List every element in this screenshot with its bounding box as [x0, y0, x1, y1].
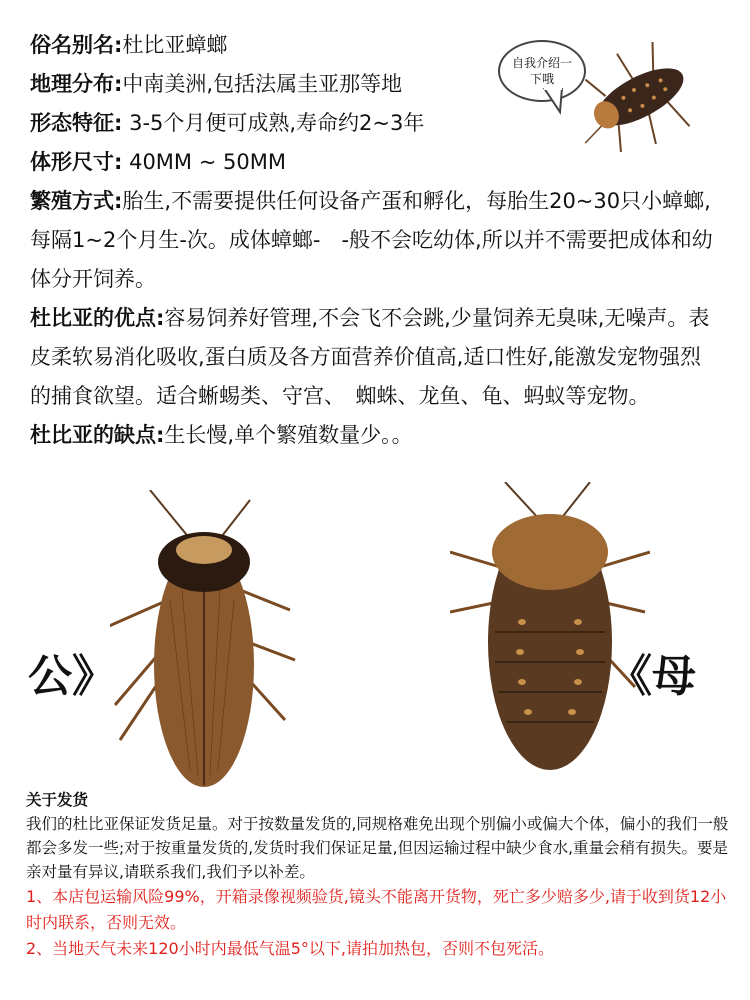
shipping-body: 我们的杜比亚保证发货足量。对于按数量发货的,同规格难免出现个别偏小或偏大个体，偏小的我们一般都会多发一些;对于按重量发货的,发货时我们保证足量,但因运输过程中缺少食水,重量会稍有损失。要是亲对量有异议,请联系我们,我们予以补差。	[26, 815, 729, 881]
speech-bubble-text: 自我介绍一下哦	[512, 56, 573, 86]
shipping-note-2: 2、当地天气未来120小时内最低气温5°以下,请拍加热包，否则不包死活。	[26, 939, 554, 958]
alias-label: 俗名别名:	[30, 33, 123, 57]
shipping-note-1: 1、本店包运输风险99%，开箱录像视频验货,镜头不能离开货物，死亡多少赔多少,请于收到货12小时内联系，否则无效。	[26, 887, 727, 932]
size-label: 体形尺寸:	[30, 150, 123, 174]
shipping-title: 关于发货	[26, 791, 89, 809]
male-cockroach-image	[110, 490, 300, 795]
cons-label: 杜比亚的缺点:	[30, 423, 165, 447]
pros-value: 容易饲养好管理,不会飞不会跳,少量饲养无臭味,无噪声。表皮柔软易消化吸收,蛋白质及各方面营养价值高,适口性好,能激发宠物强烈的捕食欲望。适合蜥蜴类、守宫、 蜘蛛、龙鱼、龟、蚂蚁等宠物。	[30, 306, 710, 408]
geo-label: 地理分布:	[30, 72, 123, 96]
pros-label: 杜比亚的优点:	[30, 306, 165, 330]
small-cockroach-image	[570, 42, 710, 152]
breed-label: 繁殖方式:	[30, 189, 123, 213]
shipping-section	[26, 788, 738, 962]
geo-value: 中南美洲,包括法属圭亚那等地	[122, 72, 403, 96]
cons-line	[30, 416, 720, 455]
cons-value: 生长慢,单个繁殖数量少。。	[164, 423, 413, 447]
female-cockroach-image	[450, 482, 650, 780]
female-label: 《母	[608, 651, 696, 702]
male-label: 公》	[28, 651, 116, 702]
morph-label: 形态特征:	[30, 111, 123, 135]
bubble-tail	[540, 88, 570, 118]
pros-line	[30, 299, 720, 416]
breed-line	[30, 182, 720, 299]
morph-value: 3-5个月便可成熟,寿命约2~3年	[122, 111, 425, 135]
alias-value: 杜比亚蟑螂	[122, 33, 228, 57]
size-value: 40MM ~ 50MM	[122, 150, 286, 174]
breed-value: 胎生,不需要提供任何设备产蛋和孵化，每胎生20~30只小蟑螂,每隔1~2个月生-次。成体蟑螂- -般不会吃幼体,所以并不需要把成体和幼体分开饲养。	[30, 189, 713, 291]
